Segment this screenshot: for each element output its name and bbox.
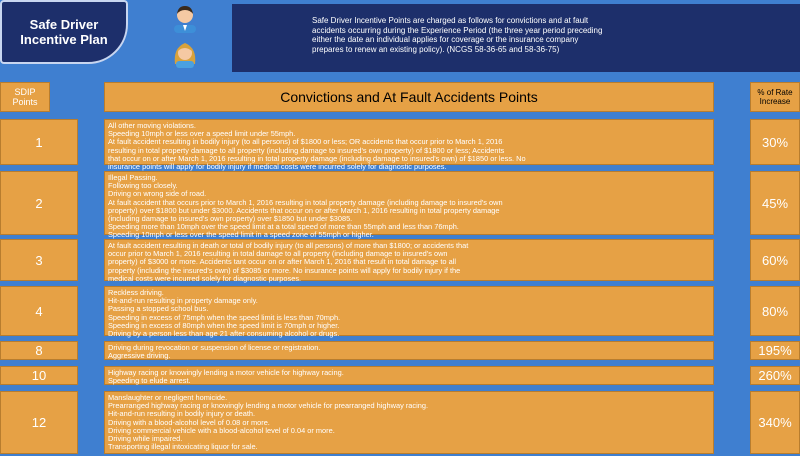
description-line: Transporting illegal intoxicating liquor for sale.	[108, 442, 258, 452]
description-line: Hit-and-run resulting in bodily injury or death.	[108, 409, 256, 419]
notice-box	[232, 4, 800, 72]
description-line: Prearranged highway racing or knowingly lending a motor vehicle for prearranged highway racing.	[108, 401, 429, 411]
description-line: Highway racing or knowingly lending a motor vehicle for highway racing.	[108, 368, 344, 377]
plan-title-box	[0, 0, 128, 64]
rate-cell-12: 340%	[750, 391, 800, 454]
description-line: Passing a stopped school bus.	[108, 304, 209, 314]
male-avatar-icon	[168, 3, 202, 33]
description-line: At fault accident resulting in death or total of bodily injury (to all persons) of more than $1800; or accidents that	[108, 241, 469, 250]
description-line: Speeding 10mph or less over the speed limit in a speed zone of 55mph or higher.	[108, 230, 374, 240]
header-points-line: Points	[12, 97, 38, 107]
description-line: At fault accident that occurs prior to March 1, 2016 resulting in total property damage (including damage to insured's own	[108, 197, 503, 207]
plan-title-line-1: Safe Driver	[29, 17, 99, 32]
description-line: Speeding in excess of 80mph when the speed limit is 70mph or higher.	[108, 320, 340, 330]
points-cell-12: 12	[0, 391, 78, 454]
description-line: property) over $1800 but under $3000. Accidents that occur on or after March 1, 2016 resulting in total property damage	[108, 205, 500, 215]
notice-line: either the date an individual applies for coverage or the insurance company	[312, 35, 579, 44]
description-line: Illegal Passing.	[108, 173, 158, 182]
header-rate-line: Increase	[759, 97, 791, 106]
notice-line: accidents occurring during the Experience Period (the three year period preceding	[312, 25, 603, 35]
description-line: At fault accident resulting in bodily injury (to all persons) of $1800 or less; OR accidents that occur prior to March 1, 2016	[108, 137, 503, 147]
header-rate-line: % of Rate	[757, 88, 793, 97]
description-line: resulting in total property damage to all property (including damage to insured's own property) of $1800 or less; Accidents	[108, 145, 505, 155]
points-cell-1: 1	[0, 119, 78, 165]
description-line: property (including the insured's own) of $3085 or more. No insurance points will apply for bodily injury if the	[108, 265, 461, 275]
description-line: Driving during revocation or suspension of license or registration.	[108, 343, 321, 352]
description-line: All other moving violations.	[108, 121, 196, 130]
header-points-line: SDIP	[14, 87, 36, 97]
header-sdip-points	[0, 82, 50, 112]
header-convictions: Convictions and At Fault Accidents Points	[104, 82, 714, 112]
description-cell-4	[104, 286, 714, 339]
description-line: Driving commercial vehicle with a blood-alcohol level of 0.04 or more.	[108, 425, 335, 435]
notice-line: prepares to renew an existing policy). (NCGS 58-36-65 and 58-36-75)	[312, 44, 560, 54]
description-cell-1	[104, 119, 714, 172]
description-cell-2	[104, 171, 714, 240]
description-line: (including damage to insured's own property) over $1850 but under $3085.	[108, 214, 353, 224]
rate-cell-4: 80%	[750, 286, 800, 336]
description-cell-10	[104, 366, 714, 385]
plan-title-line-2: Incentive Plan	[20, 32, 108, 47]
description-line: Speeding more than 10mph over the speed limit at a total speed of more than 55mph and less than 76mph.	[108, 222, 459, 232]
rate-cell-8: 195%	[750, 341, 800, 360]
description-line: Aggressive driving.	[108, 351, 171, 361]
points-cell-3: 3	[0, 239, 78, 281]
description-cell-12	[104, 391, 714, 454]
notice-line: Safe Driver Incentive Points are charged as follows for convictions and at fault	[312, 16, 589, 25]
description-line: Manslaughter or negligent homicide.	[108, 393, 228, 402]
points-cell-10: 10	[0, 366, 78, 385]
description-line: Speeding to elude arrest.	[108, 376, 191, 386]
female-avatar-icon	[168, 38, 202, 68]
description-cell-8	[104, 341, 714, 360]
description-line: that occur on or after March 1, 2016 resulting in total property damage (including damage to insured's own) of $1850 or less. No	[108, 153, 526, 163]
description-line: Hit-and-run resulting in property damage only.	[108, 296, 258, 306]
description-line: Speeding in excess of 75mph when the speed limit is less than 70mph.	[108, 312, 341, 322]
description-line: insurance points will apply for bodily injury if medical costs were incurred solely for diagnostic purposes.	[108, 162, 447, 172]
rate-cell-2: 45%	[750, 171, 800, 235]
description-line: Speeding 10mph or less over a speed limit under 55mph.	[108, 129, 296, 139]
points-cell-4: 4	[0, 286, 78, 336]
header-rate-increase	[750, 82, 800, 112]
rate-cell-1: 30%	[750, 119, 800, 165]
description-line: Driving by a person less than age 21 after consuming alcohol or drugs.	[108, 329, 340, 339]
description-cell-3	[104, 239, 714, 281]
description-line: property) of $3000 or more. Accidents tant occur on or after March 1, 2016 that result in total damage to all	[108, 257, 456, 267]
points-cell-8: 8	[0, 341, 78, 360]
description-line: occur prior to March 1, 2016 resulting in total damage to all property (including damage to insured's own	[108, 249, 448, 259]
description-line: Reckless driving.	[108, 288, 164, 297]
description-line: Driving with a blood-alcohol level of 0.08 or more.	[108, 417, 270, 427]
points-cell-2: 2	[0, 171, 78, 235]
description-line: Driving on wrong side of road.	[108, 189, 207, 199]
description-line: Following too closely.	[108, 181, 178, 191]
rate-cell-3: 60%	[750, 239, 800, 281]
description-line: Driving while impaired.	[108, 434, 183, 444]
rate-cell-10: 260%	[750, 366, 800, 385]
description-line: medical costs were incurred solely for diagnostic purposes.	[108, 273, 302, 283]
